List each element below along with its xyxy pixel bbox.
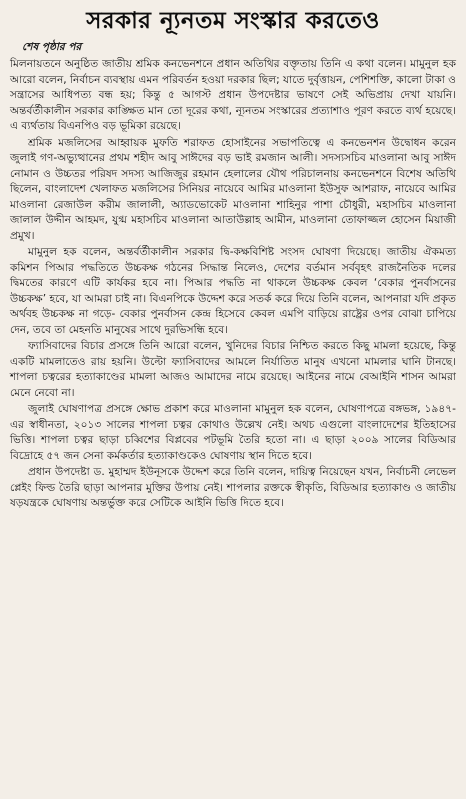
article-paragraph: প্রধান উপদেষ্টা ড. মুহাম্মদ ইউনূসকে উদ্দেশ করে তিনি বলেন, দায়িত্ব নিয়েছেন যখন, নির্বাচনী লেভেল প্লেইং ফিল্ড তৈরি ছাড়া আপনার মুক্তির উপায় নেই। শাপলার রক্তকে স্বীকৃতি, বিডিআর হত্যাকাণ্ড ও জাতীয় ষড়যন্ত্রকে ঘোষণায় অন্তর্ভুক্ত করে সেটিকে আইনি ভিত্তি দিতে হবে। bbox=[10, 466, 456, 509]
article-paragraph: মিলনায়তনে অনুষ্ঠিত জাতীয় শ্রমিক কনভেনশনে প্রধান অতিথির বক্তৃতায় তিনি এ কথা বলেন। মামুনুল হক আরো বলেন, নির্বাচন ব্যবস্থায় এমন পরিবর্তন হওয়া দরকার ছিল; যাতে দুর্বৃত্তায়ন, পেশিশক্তি, কালো টাকা ও সন্ত্রাসের আধিপত্য বন্ধ হয়; কিন্তু ৫ আগস্ট প্রধান উপদেষ্টার ভাষণে সেই অভিপ্রায় দেখা যায়নি। অন্তর্বর্তীকালীন সরকার কাঙ্ক্ষিত মান তো দূরের কথা, ন্যূনতম সংস্কারের প্রত্যাশাও পূরণ করতে ব্যর্থ হয়েছে। এ ব্যর্থতায় বিএনপিও বড় ভূমিকা রয়েছে। bbox=[10, 58, 456, 132]
article-paragraph: শ্রমিক মজলিসের আহ্বায়ক মুফতি শরাফত হোসাইনের সভাপতিত্বে এ কনভেনশন উদ্বোধন করেন জুলাই গণ-অভ্যুত্থানের প্রথম শহীদ আবু সাঈদের বড় ভাই রমজান আলী। সদস্যসচিব মাওলানা আবু সাঈদ নোমান ও উচ্চতর পরিষদ সদস্য আজিজুর রহমান হেলালের যৌথ পরিচালনায় কনভেনশনে বিশেষ অতিথি ছিলেন, বাংলাদেশ খেলাফত মজলিসের সিনিয়র নায়েবে আমির মাওলানা ইউসুফ আশরাফ, নায়েবে আমির মাওলানা রেজাউল করীম জালালী, অ্যাডভোকেট মাওলানা শাহিনুর পাশা চৌধুরী, মহাসচিব মাওলানা জালাল উদ্দীন আহমদ, যুগ্ম মহাসচিব মাওলানা আতাউল্লাহ আমীন, মাওলানা তোফাজ্জল হোসেন মিয়াজী প্রমুখ। bbox=[10, 136, 456, 242]
article-paragraph: মামুনুল হক বলেন, অন্তর্বর্তীকালীন সরকার দ্বি-কক্ষবিশিষ্ট সংসদ ঘোষণা দিয়েছে। জাতীয় ঐকমত্য কমিশন পিআর পদ্ধতিতে উচ্চকক্ষ গঠনের সিদ্ধান্ত নিলেও, দেশের বর্তমান সর্ববৃহৎ রাজনৈতিক দলের দ্বিমতের কারণে এটি কার্যকর হবে না। পিআর পদ্ধতি না থাকলে উচ্চকক্ষ কেবল ‘বেকার পুনর্বাসনের উচ্চকক্ষ’ হবে, যা আমরা চাই না। বিএনপিকে উদ্দেশ করে সতর্ক করে দিয়ে তিনি বলেন, আপনারা যদি প্রকৃত অর্থবহ উচ্চকক্ষ না গড়ে- বেকার পুনর্বাসন কেন্দ্র হিসেবে কেবল এমপি বাড়িয়ে রাষ্ট্রের ওপর বোঝা চাপিয়ে দেন, তবে তা মেহনতি মানুষের সাথে দুরভিসন্ধি হবে। bbox=[10, 246, 456, 336]
article-paragraph: ফ্যাসিবাদের বিচার প্রসঙ্গে তিনি আরো বলেন, খুনিদের বিচার নিশ্চিত করতে কিছু মামলা হয়েছে, কিন্তু একটি মামলাতেও রায় হয়নি। উল্টো ফ্যাসিবাদের আমলে নির্যাতিত মানুষ এখনো মামলার ঘানি টানছে। শাপলা চত্বরের হত্যাকাণ্ডের মামলা আজও আমাদের নামে রয়েছে। আইনের নামে বেআইনি শাসন আমরা মেনে নেবো না। bbox=[10, 340, 456, 399]
article-body bbox=[10, 57, 456, 512]
continued-from-label: শেষ পৃষ্ঠার পর bbox=[22, 41, 82, 53]
article-paragraph: জুলাই ঘোষণাপত্র প্রসঙ্গে ক্ষোভ প্রকাশ করে মাওলানা মামুনুল হক বলেন, ঘোষণাপত্রে বঙ্গভঙ্গ, ১৯৪৭-এর স্বাধীনতা, ২০১৩ সালের শাপলা চত্বর কোথাও উল্লেখ নেই। অথচ এগুলো বাংলাদেশের ইতিহাসের ভিত্তি। শাপলা চত্বর ছাড়া চব্বিশের বিপ্লবের পটভূমি তৈরি হতো না। এ ছাড়া ২০০৯ সালের বিডিআর বিদ্রোহে ৫৭ জন সেনা কর্মকর্তার হত্যাকাণ্ডকেও ঘোষণায় স্থান দিতে হবে। bbox=[10, 403, 456, 462]
headline: সরকার ন্যূনতম সংস্কার করতেও bbox=[86, 7, 380, 34]
